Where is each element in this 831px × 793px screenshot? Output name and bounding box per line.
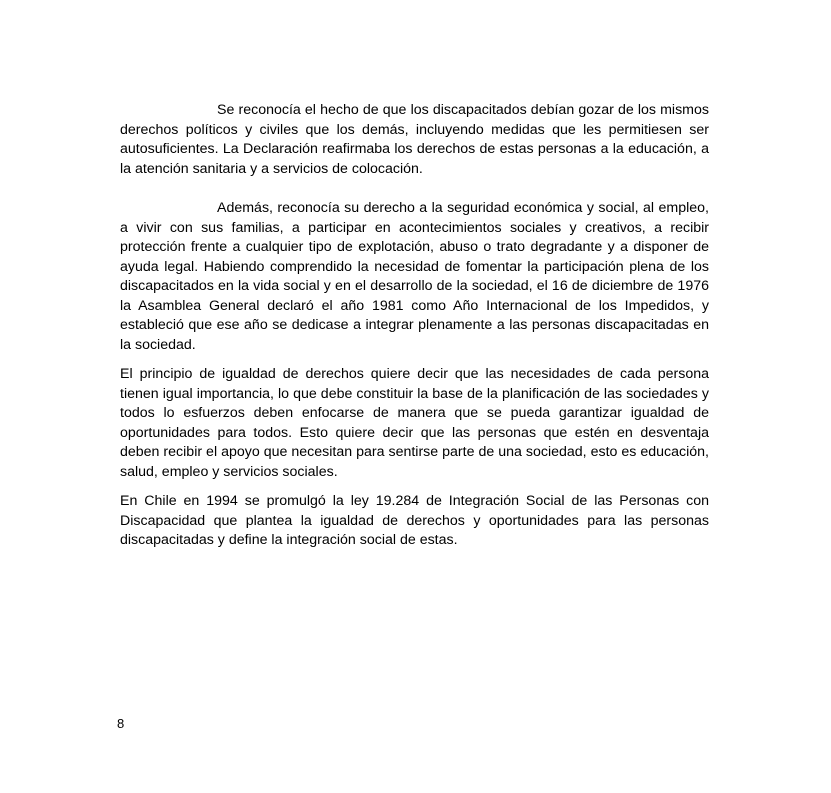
paragraph-rights-recognition: Se reconocía el hecho de que los discapacitados debían gozar de los mismos derechos políticos y civiles que los demás, incluyendo medidas que les permitiesen ser autosuficientes. La Declaración reafirmaba los derechos de estas personas a la educación, a la atención sanitaria y a servicios de colocación.: [120, 102, 709, 177]
paragraph-equality-principle: El principio de igualdad de derechos quiere decir que las necesidades de cada persona tienen igual importancia, lo que debe constituir la base de la planificación de las sociedades y todos lo esfuerzos deben enfocarse de manera que se pueda garantizar igualdad de oportunidades para todos. Esto quiere decir que las personas que estén en desventaja deben recibir el apoyo que necesitan para sentirse parte de una sociedad, esto es educación, salud, empleo y servicios sociales.: [120, 366, 709, 480]
page-number: 8: [117, 716, 125, 731]
body-text: [120, 101, 709, 551]
paragraph-economic-security: Además, reconocía su derecho a la seguridad económica y social, al empleo, a vivir con sus familias, a participar en acontecimientos sociales y creativos, a recibir protección frente a cualquier tipo de explotación, abuso o trato degradante y a disponer de ayuda legal. Habiendo comprendido la necesidad de fomentar la participación plena de los discapacitados en la vida social y en el desarrollo de la sociedad, el 16 de diciembre de 1976 la Asamblea General declaró el año 1981 como Año Internacional de los Impedidos, y estableció que ese año se dedicase a integrar plenamente a las personas discapacitadas en la sociedad.: [120, 200, 709, 353]
paragraph-chile-law: En Chile en 1994 se promulgó la ley 19.284 de Integración Social de las Personas con Discapacidad que plantea la igualdad de derechos y oportunidades para las personas discapacitadas y define la integración social de estas.: [120, 493, 709, 548]
